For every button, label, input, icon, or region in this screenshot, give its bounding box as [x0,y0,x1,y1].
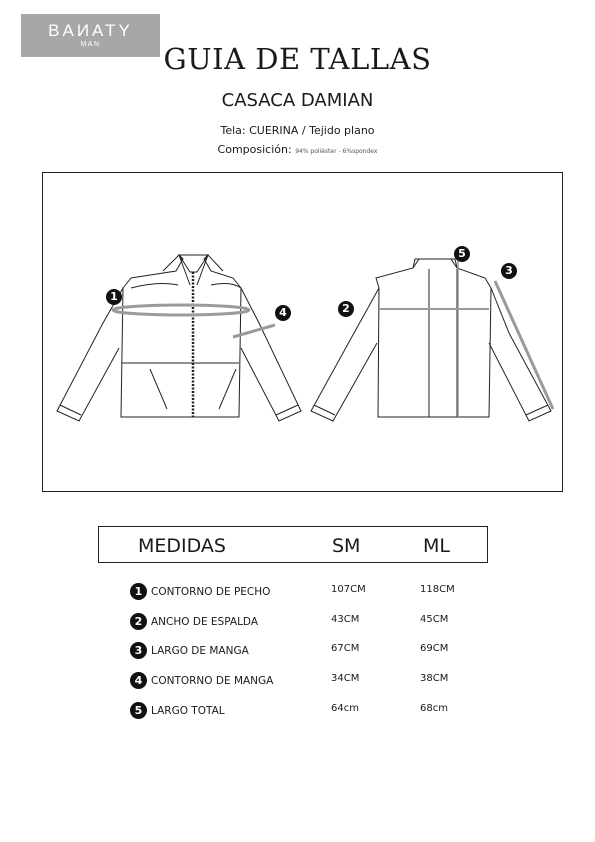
technical-drawing-frame [42,172,563,492]
table-row [0,673,595,693]
row-label: ANCHO DE ESPALDA [151,616,258,628]
table-row [0,614,595,634]
row-number: 1 [130,583,147,600]
jacket-illustration [43,173,564,493]
row-label: LARGO DE MANGA [151,645,249,657]
jacket-back [311,259,551,421]
marker-5: 5 [454,246,470,262]
row-ml-value: 38CM [420,673,449,684]
table-row [0,584,595,604]
row-number: 3 [130,642,147,659]
composition-label: Composición: [217,143,292,156]
row-number: 2 [130,613,147,630]
row-label: CONTORNO DE PECHO [151,586,271,598]
composition-line [0,143,595,156]
row-sm-value: 64cm [331,703,359,714]
row-label: LARGO TOTAL [151,705,225,717]
brand-name: BAИATY [48,21,133,40]
table-row [0,703,595,723]
marker-3: 3 [501,263,517,279]
sleeve-circ-guide [233,325,275,337]
header-size-ml: ML [423,535,450,557]
row-ml-value: 69CM [420,643,449,654]
composition-value: 94% poliéster - 6%spondex [295,148,378,155]
jacket-front [57,255,301,421]
chest-guide [113,305,249,315]
row-number: 4 [130,672,147,689]
row-sm-value: 107CM [331,584,366,595]
page-title: GUIA DE TALLAS [163,42,432,76]
row-ml-value: 45CM [420,614,449,625]
row-label: CONTORNO DE MANGA [151,675,274,687]
brand-sub: MAN [80,41,101,48]
fabric-line: Tela: CUERINA / Tejido plano [220,124,375,137]
size-table-header [98,526,488,563]
row-ml-value: 118CM [420,584,455,595]
sleeve-length-guide [495,281,553,409]
header-measures: MEDIDAS [138,535,226,557]
row-sm-value: 67CM [331,643,360,654]
row-ml-value: 68cm [420,703,448,714]
table-row [0,643,595,663]
header-size-sm: SM [332,535,361,557]
marker-2: 2 [338,301,354,317]
row-sm-value: 34CM [331,673,360,684]
row-number: 5 [130,702,147,719]
marker-1: 1 [106,289,122,305]
row-sm-value: 43CM [331,614,360,625]
marker-4: 4 [275,305,291,321]
product-name: CASACA DAMIAN [221,90,374,111]
